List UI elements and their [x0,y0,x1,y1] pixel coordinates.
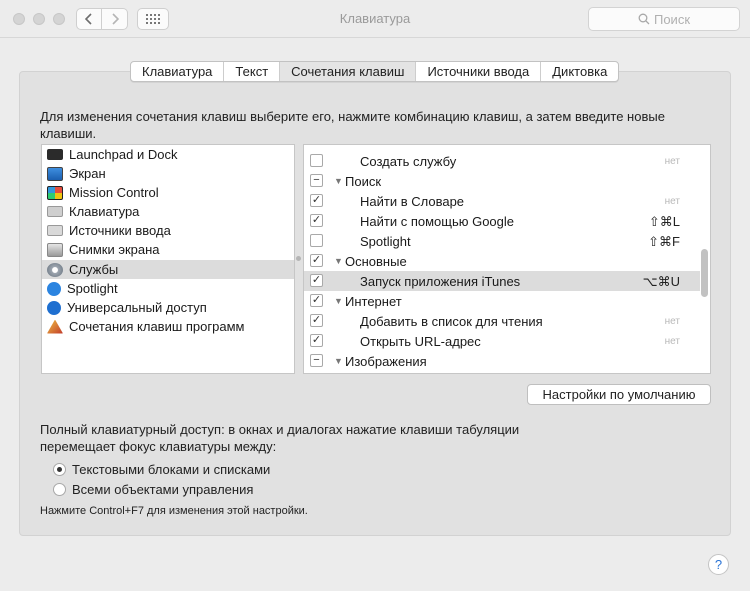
service-group-row[interactable] [304,171,700,191]
category-label: Снимки экрана [69,242,160,257]
category-launchpad-dock[interactable] [42,145,294,164]
service-shortcut[interactable]: ⇧⌘F [648,234,680,249]
category-accessibility[interactable] [42,298,294,317]
splitter-handle[interactable] [296,256,301,261]
tab-text[interactable]: Текст [224,62,280,81]
category-label: Экран [69,166,106,181]
category-label: Службы [69,262,119,277]
disclosure-triangle-icon[interactable]: ▼ [334,356,343,366]
category-label: Клавиатура [69,204,140,219]
service-shortcut[interactable]: нет [664,336,680,347]
service-label: Открыть URL-адрес [360,334,481,349]
service-group-checkbox[interactable]: − [310,174,323,187]
category-label: Launchpad и Dock [69,147,178,162]
service-shortcut[interactable]: ⇧⌘L [648,214,680,229]
service-checkbox[interactable]: ✓ [311,274,322,286]
category-spotlight[interactable] [42,279,294,298]
category-list[interactable] [41,144,295,374]
service-row[interactable] [304,151,700,171]
gear-icon [47,263,63,277]
radio-label: Всеми объектами управления [72,481,254,497]
service-label: Spotlight [360,234,411,249]
radio-text-boxes-lists[interactable] [53,460,270,478]
service-group-label: Интернет [345,294,402,309]
category-mission-control[interactable] [42,183,294,202]
service-label: Создать службу [360,154,457,169]
app-shortcuts-icon [47,320,63,334]
service-shortcut[interactable]: нет [664,196,680,207]
radio-all-controls[interactable] [53,480,253,498]
category-display[interactable] [42,164,294,183]
search-field[interactable] [588,7,740,31]
service-shortcut[interactable]: нет [664,316,680,327]
category-input-sources[interactable] [42,221,294,240]
category-keyboard[interactable] [42,202,294,221]
service-label: Найти в Словаре [360,194,465,209]
service-row[interactable] [304,211,700,231]
category-label: Универсальный доступ [67,300,207,315]
service-label: Найти с помощью Google [360,214,515,229]
category-label: Сочетания клавиш программ [69,319,245,334]
accessibility-icon [47,301,61,315]
spotlight-icon [47,282,61,296]
service-shortcut[interactable]: нет [664,156,680,167]
service-group-row[interactable] [304,351,700,371]
tab-dictation[interactable]: Диктовка [552,64,608,79]
mission-control-icon [47,186,63,200]
input-sources-icon [47,225,63,236]
disclosure-triangle-icon[interactable]: ▼ [334,296,343,306]
search-icon [638,13,650,25]
tab-shortcuts[interactable]: Сочетания клавиш [280,62,416,81]
tab-bar [130,61,619,82]
search-placeholder: Поиск [653,11,691,27]
radio-button[interactable] [53,483,66,496]
service-checkbox[interactable]: ✓ [311,334,322,346]
service-row-selected[interactable] [304,271,700,291]
category-label: Spotlight [67,281,118,296]
tab-keyboard[interactable]: Клавиатура [131,62,224,81]
service-row[interactable] [304,231,700,251]
category-label: Источники ввода [69,223,171,238]
category-label: Mission Control [69,185,159,200]
services-list[interactable] [303,144,711,374]
radio-label: Текстовыми блоками и списками [72,461,271,477]
service-group-label: Изображения [345,354,427,369]
service-label: Добавить в список для чтения [360,314,543,329]
category-services[interactable] [42,260,294,279]
service-checkbox[interactable] [310,234,323,247]
radio-button-selected[interactable] [53,463,66,476]
category-screenshots[interactable] [42,240,294,259]
control-f7-hint: Нажмите Control+F7 для изменения этой настройки. [40,505,308,517]
service-group-row[interactable] [304,291,700,311]
service-checkbox[interactable]: ✓ [311,314,322,326]
full-keyboard-access-text: Полный клавиатурный доступ: в окнах и диалогах нажатие клавиши табуляции перемещает фокус клавиатуры между: [40,422,520,454]
service-checkbox[interactable]: ✓ [311,214,322,226]
keyboard-icon [47,206,63,217]
service-checkbox[interactable] [310,154,323,167]
service-row[interactable] [304,331,700,351]
service-row[interactable] [304,191,700,211]
service-row[interactable] [304,311,700,331]
service-group-label: Основные [345,254,407,269]
screenshot-icon [47,243,63,257]
service-group-checkbox[interactable]: ✓ [311,294,322,306]
service-group-checkbox[interactable]: − [310,354,323,367]
service-checkbox[interactable]: ✓ [311,194,322,206]
services-scrollbar[interactable] [701,249,708,297]
display-icon [47,167,63,181]
help-button[interactable]: ? [708,554,729,575]
tab-input-sources[interactable]: Источники ввода [416,62,541,81]
disclosure-triangle-icon[interactable]: ▼ [334,176,343,186]
restore-defaults-button[interactable]: Настройки по умолчанию [527,384,711,405]
service-group-row[interactable] [304,251,700,271]
service-group-label: Поиск [345,174,382,189]
title-bar [0,0,750,38]
window-title: Клавиатура [339,11,411,26]
category-app-shortcuts[interactable] [42,317,294,336]
service-group-checkbox[interactable]: ✓ [311,254,322,266]
instructions-text: Для изменения сочетания клавиш выберите его, нажмите комбинацию клавиш, а затем введите новые клавиши. [40,109,665,141]
disclosure-triangle-icon[interactable]: ▼ [334,256,343,266]
service-label: Запуск приложения iTunes [360,274,521,289]
service-shortcut[interactable]: ⌥⌘U [642,274,680,289]
launchpad-dock-icon [47,149,63,160]
